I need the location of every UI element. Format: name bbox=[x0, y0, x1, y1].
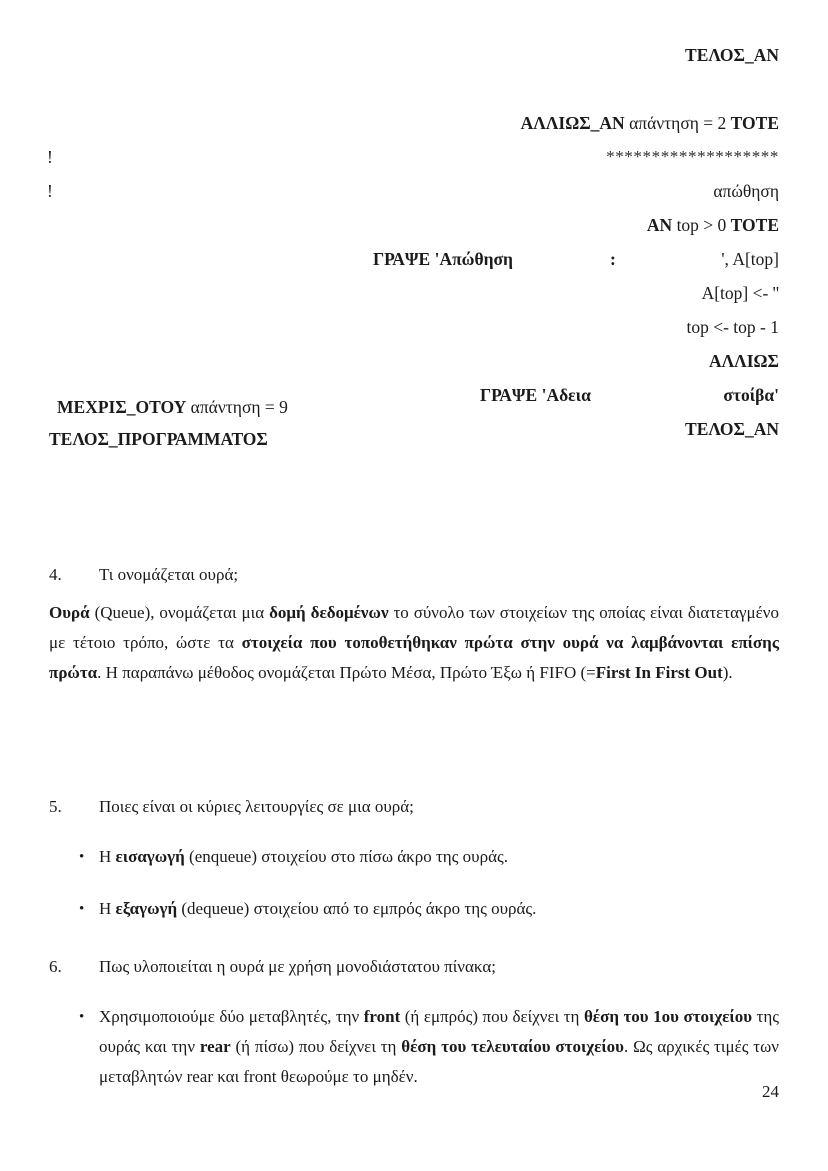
code-keyword-telos-an-2: ΤΕΛΟΣ_ΑΝ bbox=[685, 419, 779, 439]
code-condition-apantisi-9: απάντηση = 9 bbox=[186, 397, 288, 417]
term-thesi-1ou-stoixeiou: θέση του 1ου στοιχείου bbox=[583, 1007, 753, 1026]
answer-4-text-2: το σύνολο των στοιχείων της οποίας είναι διατεταγμένο με τέτοιο τρόπο, ώστε τα bbox=[49, 603, 779, 652]
question-5-section bbox=[49, 792, 779, 946]
question-5-header bbox=[49, 792, 779, 822]
question-5-bullet-list bbox=[49, 842, 779, 924]
code-grapse-adeia-value: στοίβα' bbox=[723, 385, 779, 405]
code-keyword-telos-an: ΤΕΛΟΣ_ΑΝ bbox=[685, 45, 779, 65]
question-6-number: 6. bbox=[49, 957, 62, 976]
code-line-apothisi-comment bbox=[0, 174, 828, 208]
question-6-section bbox=[49, 952, 779, 1114]
term-domi-dedomenon: δομή δεδομένων bbox=[269, 603, 389, 622]
bullet-6-1-p3: της ουράς και την bbox=[99, 1007, 779, 1056]
bullet-5-2-post: (dequeue) στοιχείου από το εμπρός άκρο της ουράς. bbox=[177, 899, 537, 918]
pseudocode-block bbox=[0, 38, 828, 446]
code-keyword-an: ΑΝ bbox=[646, 215, 673, 235]
code-line-an-top bbox=[0, 208, 828, 242]
question-5-number: 5. bbox=[49, 797, 62, 816]
bullet-5-1-pre: Η bbox=[99, 847, 116, 866]
code-line-blank bbox=[0, 72, 828, 106]
code-grapse-adeia-label: ΓΡΑΨΕ 'Αδεια bbox=[480, 385, 591, 405]
code-line-telos-an-1 bbox=[0, 38, 828, 72]
answer-4-text-4: ). bbox=[722, 663, 733, 682]
code-allios-an-stmt bbox=[521, 106, 779, 140]
code-keyword-allios-an: ΑΛΛΙΩΣ_ΑΝ bbox=[520, 113, 625, 133]
code-an-top-stmt bbox=[647, 208, 779, 242]
code-keyword-allios: ΑΛΛΙΩΣ bbox=[709, 351, 779, 371]
code-line-grapse-apothisi bbox=[0, 242, 828, 276]
code-colon-separator: : bbox=[610, 249, 616, 269]
code-comment-marker-2: ! bbox=[47, 181, 53, 201]
code-keyword-tote-2: ΤΟΤΕ bbox=[730, 215, 779, 235]
code-keyword-tote: ΤΟΤΕ bbox=[730, 113, 779, 133]
code-keyword-telos-programmatos: ΤΕΛΟΣ_ΠΡΟΓΡΑΜΜΑΤΟΣ bbox=[49, 429, 268, 449]
term-first-in-first-out: First In First Out bbox=[595, 663, 723, 682]
code-line-allios-an bbox=[0, 106, 828, 140]
question-4-answer bbox=[49, 598, 779, 688]
list-item bbox=[49, 842, 779, 872]
code-line-mexris-otou bbox=[57, 390, 288, 424]
code-grapse-apothisi-value: ', A[top] bbox=[721, 249, 779, 269]
list-item bbox=[49, 1002, 779, 1092]
bullet-6-1-p1: Χρησιμοποιούμε δύο μεταβλητές, την bbox=[99, 1007, 364, 1026]
bullet-icon: • bbox=[79, 1009, 85, 1025]
code-keyword-mexris-otou: ΜΕΧΡΙΣ_ΟΤΟΥ bbox=[57, 397, 187, 417]
bullet-6-1-p2: (ή εμπρός) που δείχνει τη bbox=[400, 1007, 584, 1026]
code-condition-top: top > 0 bbox=[672, 215, 731, 235]
page-number: 24 bbox=[762, 1082, 779, 1101]
answer-4-paragraph bbox=[49, 598, 779, 688]
question-5-text: Ποιες είναι οι κύριες λειτουργίες σε μια ουρά; bbox=[99, 797, 414, 816]
code-assign-a-top-empty: A[top] <- '' bbox=[701, 283, 779, 303]
code-comment-marker-1: ! bbox=[47, 147, 53, 167]
bullet-icon: • bbox=[79, 901, 85, 917]
bullet-6-1-p5: . Ως αρχικές τιμές των μεταβλητών rear και front θεωρούμε το μηδέν. bbox=[99, 1037, 779, 1086]
bullet-5-1-text bbox=[99, 842, 779, 872]
bullet-6-1-p4: (ή πίσω) που δείχνει τη bbox=[230, 1037, 402, 1056]
bullet-6-1-text bbox=[99, 1002, 779, 1092]
code-line-assign-empty bbox=[0, 276, 828, 310]
question-4-section bbox=[49, 560, 779, 590]
term-thesi-teleutaiou-stoixeiou: θέση του τελευταίου στοιχείου bbox=[401, 1037, 624, 1056]
question-4-text: Τι ονομάζεται ουρά; bbox=[99, 565, 239, 584]
bullet-icon: • bbox=[79, 849, 85, 865]
code-line-allios bbox=[0, 344, 828, 378]
term-front: front bbox=[363, 1007, 401, 1026]
question-4-header bbox=[49, 560, 779, 590]
bullet-5-2-pre: Η bbox=[99, 899, 116, 918]
question-6-text: Πως υλοποιείται η ουρά με χρήση μονοδιάστατου πίνακα; bbox=[99, 957, 496, 976]
code-line-asterisks bbox=[0, 140, 828, 174]
code-asterisk-divider: ******************* bbox=[606, 147, 779, 166]
code-grapse-apothisi-label: ΓΡΑΨΕ 'Απώθηση bbox=[373, 249, 513, 269]
list-item bbox=[49, 894, 779, 924]
bullet-5-2-text bbox=[99, 894, 779, 924]
question-6-header bbox=[49, 952, 779, 982]
term-exagogi: εξαγωγή bbox=[115, 899, 178, 918]
term-rear: rear bbox=[199, 1037, 231, 1056]
term-fifo-rule: στοιχεία που τοποθετήθηκαν πρώτα στην ουρά να λαμβάνονται επίσης πρώτα bbox=[49, 633, 779, 682]
answer-4-text-3: . Η παραπάνω μέθοδος ονομάζεται Πρώτο Μέσα, Πρώτο Έξω ή FIFO (= bbox=[97, 663, 596, 682]
bullet-5-1-post: (enqueue) στοιχείου στο πίσω άκρο της ουράς. bbox=[184, 847, 508, 866]
code-comment-apothisi: απώθηση bbox=[713, 181, 779, 201]
term-oura: Ουρά bbox=[49, 603, 90, 622]
question-4-number: 4. bbox=[49, 565, 62, 584]
code-assign-top-minus-one: top <- top - 1 bbox=[686, 317, 779, 337]
code-condition-apantisi-2: απάντηση = 2 bbox=[624, 113, 731, 133]
term-eisagogi: εισαγωγή bbox=[115, 847, 185, 866]
code-line-decrement-top bbox=[0, 310, 828, 344]
question-6-bullet-list bbox=[49, 1002, 779, 1092]
answer-4-text-1: (Queue), ονομάζεται μια bbox=[89, 603, 270, 622]
